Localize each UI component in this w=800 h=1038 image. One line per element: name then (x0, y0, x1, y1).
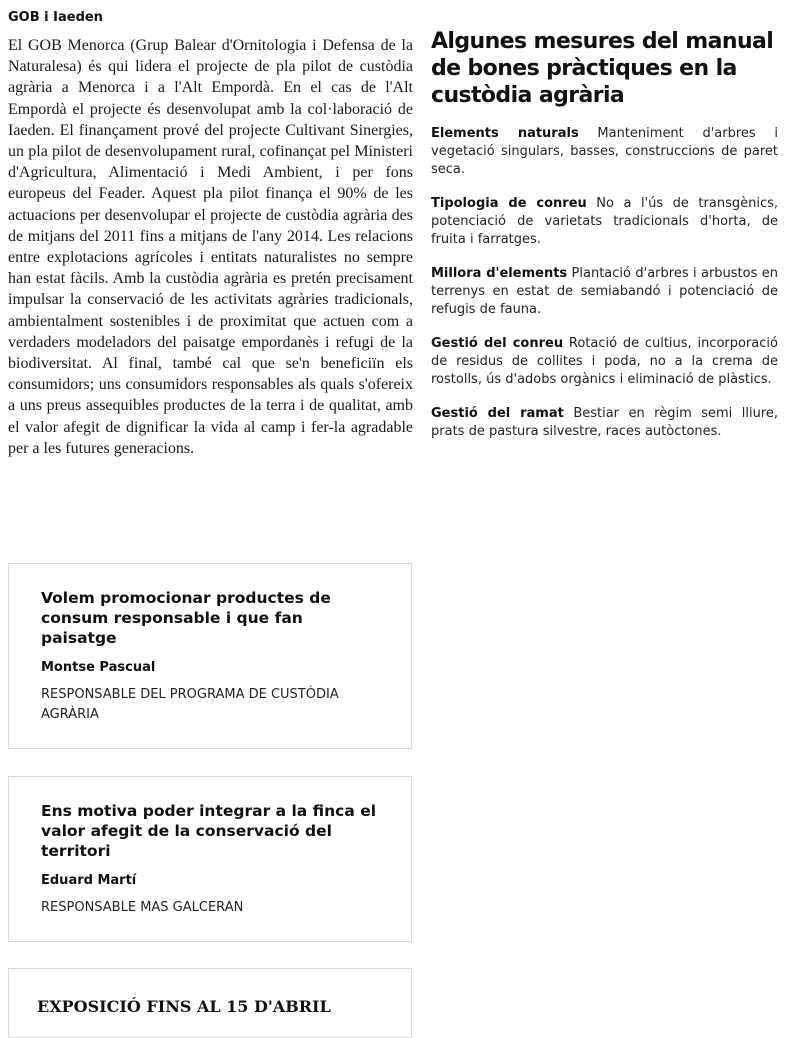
quote-role: RESPONSABLE MAS GALCERAN (41, 900, 244, 915)
quote-author: Montse Pascual (41, 660, 156, 675)
quote-text: Ens motiva poder integrar a la finca el valor afegit de la conservació del territori (41, 802, 377, 860)
measure-item (431, 125, 778, 179)
sidebar-headline: Algunes mesures del manual de bones pràctiques en la custòdia agrària (431, 29, 774, 108)
measure-item (431, 335, 778, 389)
quote-box-2 (8, 776, 412, 942)
article-right-column (431, 28, 778, 457)
measure-text: Rotació de cultius, incorporació de residus de collites i poda, no a la crema de rostolls, ús d'adobs orgànics i eliminació de plàstics. (431, 336, 778, 387)
exhibition-box (8, 968, 412, 1038)
measure-term: Gestió del ramat (431, 406, 564, 421)
article-left-column (8, 10, 413, 459)
exhibition-title: EXPOSICIÓ FINS AL 15 D'ABRIL (37, 997, 331, 1016)
measure-item (431, 265, 778, 319)
measure-text: Manteniment d'arbres i vegetació singulars, basses, construccions de paret seca. (431, 126, 779, 177)
measure-text: Plantació d'arbres i arbustos en terrenys en estat de semiabandó i potenciació de refugis de fauna. (431, 266, 778, 317)
quote-role: RESPONSABLE DEL PROGRAMA DE CUSTÒDIA AGRÀRIA (41, 687, 339, 722)
measure-text: No a l'ús de transgènics, potenciació de varietats tradicionals d'horta, de fruita i farratges. (431, 196, 778, 247)
measure-item (431, 195, 778, 249)
measure-term: Gestió del conreu (431, 336, 564, 351)
measure-text: Bestiar en règim semi lliure, prats de pastura silvestre, races autòctones. (431, 406, 778, 439)
measure-term: Millora d'elements (431, 266, 568, 281)
measure-item (431, 405, 778, 441)
measure-term: Elements naturals (431, 126, 579, 141)
quote-box-1 (8, 563, 412, 749)
article-body: El GOB Menorca (Grup Balear d'Ornitologia i Defensa de la Naturalesa) és qui lidera el projecte de pla pilot de custòdia agrària a Menorca i a l'Alt Empordà. En el cas de l'Alt Empordà el projecte és desenvolupat amb la col·laboració de Iaeden. El finançament prové del projecte Cultivant Sinergies, un pla pilot de desenvolupament rural, cofinançat pel Ministeri d'Agricultura, Alimentació i Medi Ambient, i per fons europeus del Feader. Aquest pla pilot finança el 90% de les actuacions per desenvolupar el projecte de custòdia agrària des de mitjans del 2011 fins a mitjans de l'any 2014. Les relacions entre explotacions agrícoles i entitats naturalistes no sempre han estat fàcils. Amb la custòdia agrària es pretén precisament impulsar la conservació de les activitats agràries tradicionals, ambientalment sostenibles i de proximitat que actuen com a verdaders modeladors del paisatge empordanès i refugi de la biodiversitat. Al final, també cal que se'n beneficiïn els consumidors; uns consumidors responsables als quals s'ofereix a uns preus assequibles productes de la terra i de qualitat, amb el valor afegit de dignificar la vida al camp i fer-la agradable per a les futures generacions. (8, 37, 413, 457)
quote-author: Eduard Martí (41, 873, 137, 888)
measure-term: Tipologia de conreu (431, 196, 587, 211)
quote-text: Volem promocionar productes de consum responsable i que fan paisatge (41, 589, 331, 647)
section-label: GOB i Iaeden (8, 10, 103, 25)
